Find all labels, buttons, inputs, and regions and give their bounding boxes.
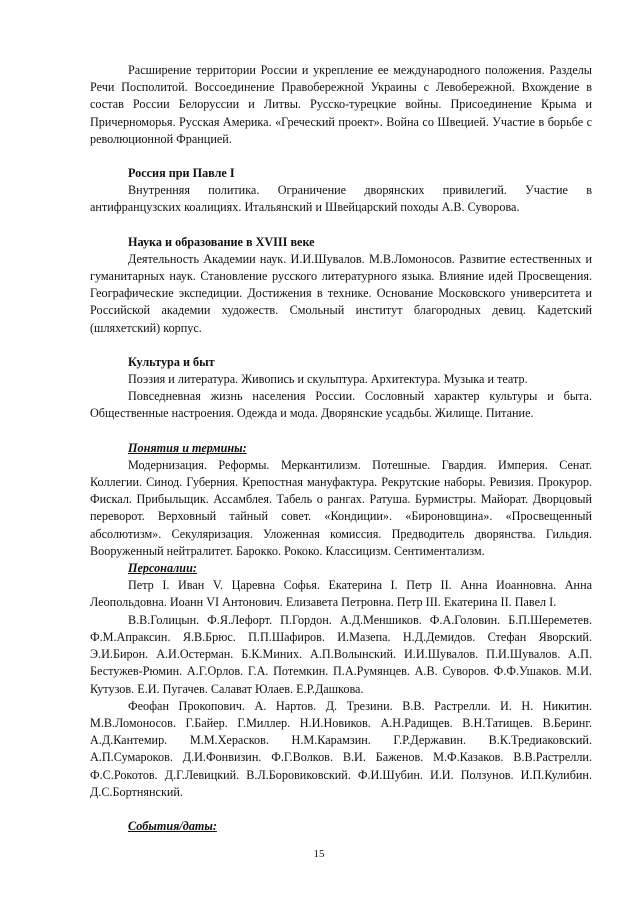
paragraph-culture-arts: Поэзия и литература. Живопись и скульптура. Архитектура. Музыка и театр. [128, 372, 528, 387]
heading-terms: Понятия и термины: [128, 440, 247, 455]
heading-persons: Персоналии: [128, 561, 197, 576]
paragraph-culture-figures: Феофан Прокопович. А. Нартов. Д. Трезини. В.В. Растрелли. И. Н. Никитин. М.В.Ломоносов. Г.Байер. Г.Миллер. Н.И.Новиков. А.Н.Радищев. В.Н.Татищев. В.Беринг. А.Д.Кантемир. М.М.Херасков. Н.М.Карамзин. Г.Р.Державин. В.К.Тредиаковский. А.П.Сумароков. Д.И.Фонвизин. Ф.Г.Волков. В.И. Баженов. М.Ф.Казаков. В.В.Растрелли. Ф.С.Рокотов. Д.Г.Левицкий. В.Л.Боровиковский. Ф.И.Шубин. И.И. Ползунов. И.П.Кулибин. Д.С.Бортнянский. [90, 698, 592, 799]
paragraph-statesmen: В.В.Голицын. Ф.Я.Лефорт. П.Гордон. А.Д.Меншиков. Ф.А.Головин. Б.П.Шереметев. Ф.М.Апраксин. Я.В.Брюс. П.П.Шафиров. И.Мазепа. Н.Д.Демидов. Стефан Яворский. Э.И.Бирон. А.И.Остерман. Б.К.Миних. А.П.Волынский. И.И.Шувалов. П.И.Шувалов. А.П. Бестужев-Рюмин. А.Г.Орлов. Г.А. Потемкин. П.А.Румянцев. А.В. Суворов. Ф.Ф.Ушаков. М.И. Кутузов. Е.И. Пугачев. Салават Юлаев. Е.Р.Дашкова. [90, 612, 592, 696]
paragraph-territory: Расширение территории России и укрепление ее международного положения. Разделы Речи Посполитой. Воссоединение Правобережной Украины с Левобережной. Вхождение в состав России Белоруссии и Литвы. Русско-турецкие войны. Присоединение Крыма и Причерноморья. Русская Америка. «Греческий проект». Война со Швецией. Участие в борьбе с революционной Францией. [90, 63, 592, 146]
paragraph-science: Деятельность Академии наук. И.И.Шувалов. М.В.Ломоносов. Развитие естественных и гуманитарных наук. Становление русского литературного языка. Влияние идей Просвещения. Географические экспедиции. Достижения в технике. Основание Московского университета и Российской академии художеств. Смольный институт благородных девиц. Кадетский (шляхетский) корпус. [90, 251, 592, 335]
page-number: 15 [313, 848, 325, 860]
paragraph-culture-life: Повседневная жизнь населения России. Сословный характер культуры и быта. Общественные настроения. Одежда и мода. Дворянские усадьбы. Жилище. Питание. [90, 389, 592, 421]
paragraph-terms: Модернизация. Реформы. Меркантилизм. Потешные. Гвардия. Империя. Сенат. Коллегии. Синод. Губерния. Крепостная мануфактура. Рекрутские наборы. Ревизия. Прокурор. Фискал. Прибыльщик. Ассамблея. Табель о рангах. Ратуша. Бурмистры. Майорат. Дворцовый переворот. Верховный тайный совет. «Кондиции». «Бироновщина». «Просвещенный абсолютизм». Секуляризация. Уложенная комиссия. Предводитель дворянства. Гильдия. Вооруженный нейтралитет. Барокко. Рококо. Классицизм. Сентиментализм. [90, 457, 592, 558]
paragraph-pavel: Внутренняя политика. Ограничение дворянских привилегий. Участие в антифранцузских коалициях. Итальянский и Швейцарский походы А.В. Суворова. [90, 183, 592, 215]
heading-culture: Культура и быт [128, 354, 215, 369]
heading-pavel: Россия при Павле I [128, 166, 235, 181]
heading-events: События/даты: [128, 818, 217, 833]
paragraph-rulers: Петр I. Иван V. Царевна Софья. Екатерина I. Петр II. Анна Иоанновна. Анна Леопольдовна. Иоанн VI Антонович. Елизавета Петровна. Петр III. Екатерина II. Павел I. [90, 578, 592, 610]
document-page [90, 62, 592, 835]
heading-science: Наука и образование в XVIII веке [128, 234, 315, 249]
